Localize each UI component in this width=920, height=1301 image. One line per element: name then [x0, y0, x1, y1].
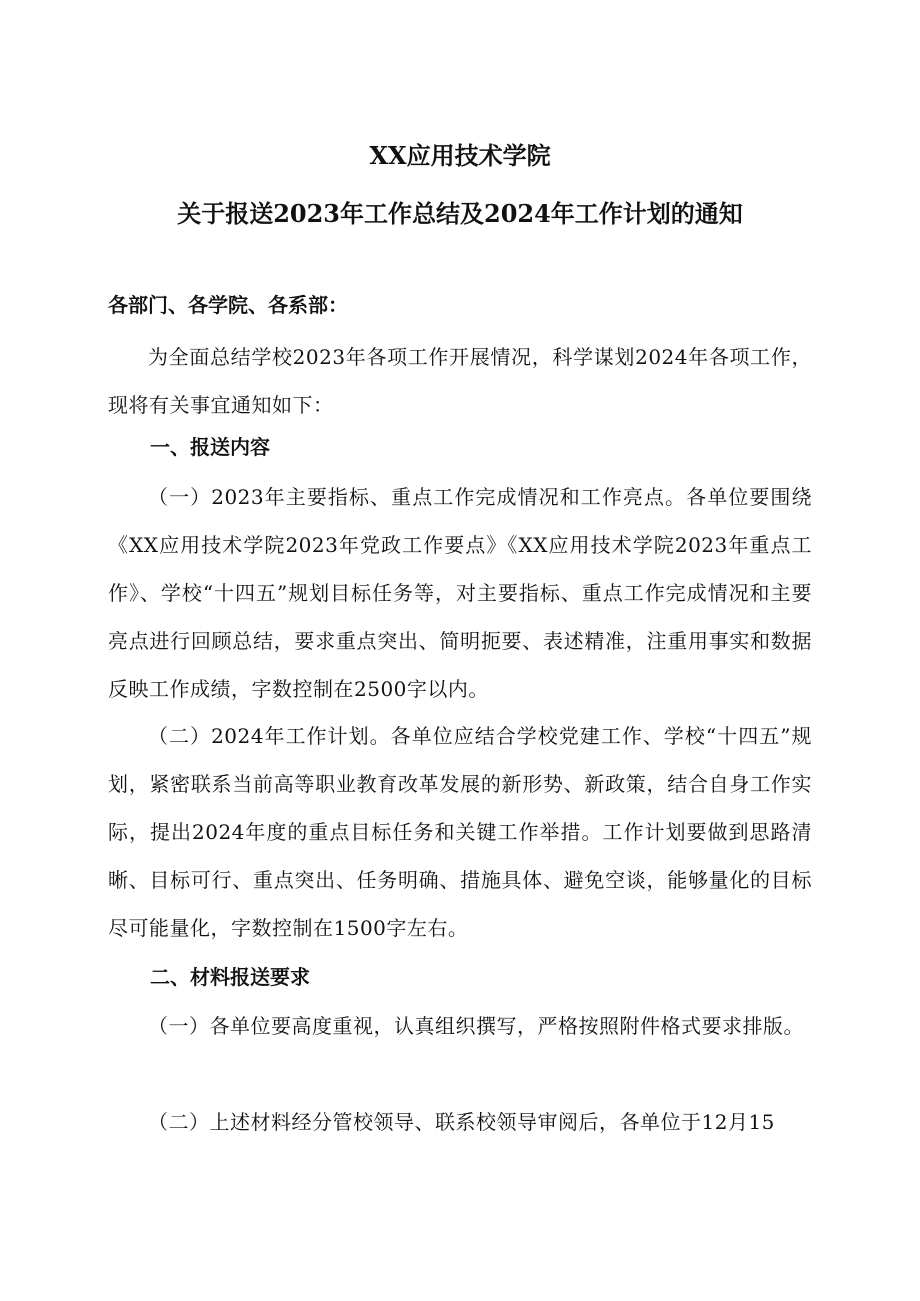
salutation: 各部门、各学院、各系部： — [108, 293, 348, 317]
paragraph-review-deadline: （二）上述材料经分管校领导、联系校领导审阅后，各单位于12月15 — [148, 1110, 775, 1134]
paragraph-formatting-requirement: （一）各单位要高度重视，认真组织撰写，严格按照附件格式要求排版。 — [148, 1014, 804, 1038]
intro-paragraph: 为全面总结学校2023年各项工作开展情况，科学谋划2024年各项工作，现将有关事宜通知如下： — [108, 345, 812, 417]
section-heading-submission-content: 一、报送内容 — [150, 435, 270, 459]
section-heading-submission-requirements: 二、材料报送要求 — [150, 965, 310, 989]
document-title-institution: XX应用技术学院 — [369, 141, 551, 170]
paragraph-2023-summary: （一）2023年主要指标、重点工作完成情况和工作亮点。各单位要围绕《XX应用技术学院2023年党政工作要点》《XX应用技术学院2023年重点工作》、学校“十四五”规划目标任务等，对主要指标、重点工作完成情况和主要亮点进行回顾总结，要求重点突出、简明扼要、表述精准，注重用事实和数据反映工作成绩，字数控制在2500字以内。 — [108, 485, 812, 701]
paragraph-2024-plan: （二）2024年工作计划。各单位应结合学校党建工作、学校“十四五”规划，紧密联系当前高等职业教育改革发展的新形势、新政策，结合自身工作实际，提出2024年度的重点目标任务和关键工作举措。工作计划要做到思路清晰、目标可行、重点突出、任务明确、措施具体、避免空谈，能够量化的目标尽可能量化，字数控制在1500字左右。 — [108, 724, 812, 940]
document-title-notice: 关于报送2023年工作总结及2024年工作计划的通知 — [177, 199, 743, 228]
